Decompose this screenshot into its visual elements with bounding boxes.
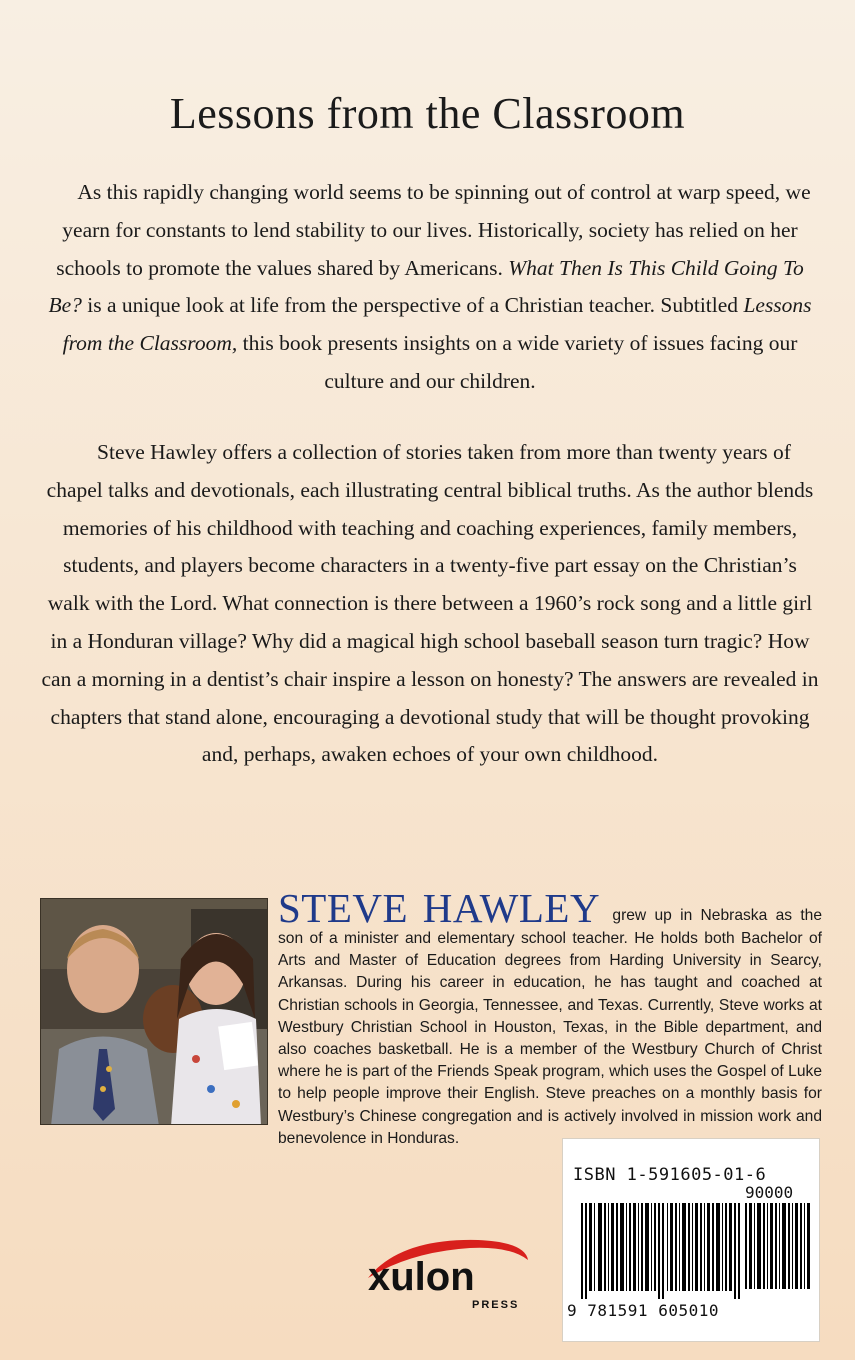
description-paragraph-1	[40, 174, 820, 401]
author-name: STEVE HAWLEY	[278, 885, 601, 931]
description-text-a: As this rapidly changing world seems to be spinning out of control at warp speed, we yearn for constants to lend stability to our lives. Historically, society has relied on her schools to promote the values shared by Americans.	[56, 180, 811, 280]
isbn-number: ISBN 1-591605-01-6	[573, 1165, 767, 1185]
description-text-p2: Steve Hawley offers a collection of stories taken from more than twenty years of chapel talks and devotionals, each illustrating central biblical truths. As the author blends memories of his childhood with teaching and coaching experiences, family members, students, and players become characters in a twenty-five part essay on the Christian’s walk with the Lord. What connection is there between a 1960’s rock song and a little girl in a Honduran village? Why did a magical high school baseball season turn tragic? How can a morning in a dentist’s chair inspire a lesson on honesty? The answers are revealed in chapters that stand alone, encouraging a devotional study that will be thought provoking and, perhaps, awaken echoes of your own childhood.	[41, 440, 819, 767]
price-code: 90000	[745, 1183, 794, 1202]
publisher-imprint: PRESS	[472, 1299, 520, 1311]
author-bio-text: grew up in Nebraska as the son of a minister and elementary school teacher. He holds both Bachelor of Arts and Master of Education degrees from Harding University in Searcy, Arkansas. During his career in education, he has taught and coached at Christian schools in Georgia, Tennessee, and Texas. Currently, Steve works at Westbury Christian School in Houston, Texas, in the Bible department, and also coaches basketball. He is a member of the Westbury Church of Christ where he is part of the Friends Speak program, which uses the Gospel of Luke to help people improve their English. Steve preaches on a monthly basis for Westbury’s Chinese congregation and is actively involved in mission work and benevolence in Honduras.	[278, 907, 823, 1147]
publisher-name: xulon	[368, 1255, 475, 1299]
description-text-b: is a unique look at life from the perspective of a Christian teacher. Subtitled	[81, 293, 744, 318]
isbn-barcode	[562, 1138, 820, 1342]
book-title-italic: What Then Is This Child Going To Be?	[48, 255, 804, 318]
xulon-press-logo	[360, 1232, 540, 1312]
description-text-c: this book presents insights on a wide variety of issues facing our culture and our children.	[237, 331, 798, 393]
author-photo	[40, 898, 268, 1125]
back-cover-title: Lessons from the Classroom	[169, 89, 686, 138]
ean-number: 9 781591 605010	[567, 1301, 719, 1320]
author-bio	[40, 885, 823, 1150]
price-barcode-bars	[745, 1203, 811, 1289]
description-paragraph-2	[40, 434, 820, 774]
ean-barcode-bars	[581, 1203, 741, 1299]
subtitle-italic: Lessons from the Classroom,	[62, 293, 812, 356]
